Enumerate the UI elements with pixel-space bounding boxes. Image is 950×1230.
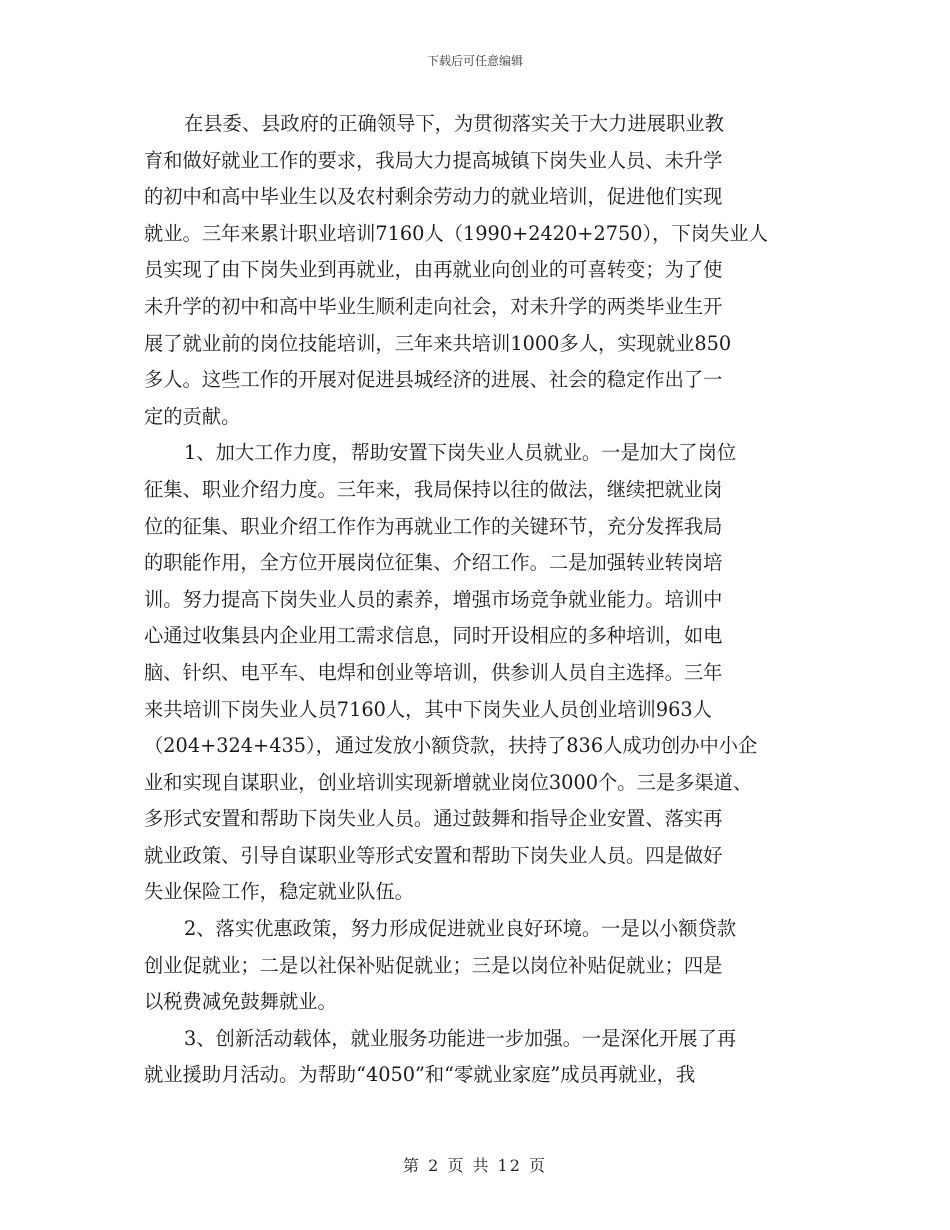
text-line: 创业促就业；二是以社保补贴促就业；三是以岗位补贴促就业；四是 bbox=[144, 953, 723, 977]
text-line: 展了就业前的岗位技能培训，三年来共培训1000多人，实现就业850 bbox=[144, 331, 732, 355]
text-line: 脑、针织、电平车、电焊和创业等培训，供参训人员自主选择。三年 bbox=[144, 660, 723, 684]
text-line: 就业援助月活动。为帮助“4050”和“零就业家庭”成员再就业，我 bbox=[144, 1063, 696, 1087]
text-line: 员实现了由下岗失业到再就业，由再就业向创业的可喜转变；为了使 bbox=[144, 258, 723, 282]
text-line: 训。努力提高下岗失业人员的素养，增强市场竞争就业能力。培训中 bbox=[144, 587, 723, 611]
text-line: 在县委、县政府的正确领导下，为贯彻落实关于大力进展职业教 bbox=[184, 112, 724, 135]
text-line: 多人。这些工作的开展对促进县城经济的进展、社会的稳定作出了一 bbox=[144, 368, 723, 392]
text-line: 业和实现自谋职业，创业培训实现新增就业岗位3000个。三是多渠道、 bbox=[144, 770, 753, 794]
text-line: 1、加大工作力度，帮助安置下岗失业人员就业。一是加大了岗位 bbox=[184, 441, 737, 465]
page-header: 下载后可任意编辑 bbox=[426, 54, 523, 68]
text-line: 多形式安置和帮助下岗失业人员。通过鼓舞和指导企业安置、落实再 bbox=[144, 807, 723, 831]
document-body bbox=[144, 106, 812, 1094]
text-line: 来共培训下岗失业人员7160人，其中下岗失业人员创业培训963人 bbox=[144, 697, 712, 721]
text-line: 心通过收集县内企业用工需求信息，同时开设相应的多种培训，如电 bbox=[144, 624, 723, 648]
text-line: 2、落实优惠政策，努力形成促进就业良好环境。一是以小额贷款 bbox=[184, 917, 737, 941]
text-line: 就业政策、引导自谋职业等形式安置和帮助下岗失业人员。四是做好 bbox=[144, 843, 723, 867]
text-line: 未升学的初中和高中毕业生顺利走向社会，对未升学的两类毕业生开 bbox=[144, 294, 723, 318]
text-line: （204+324+435），通过发放小额贷款，扶持了836人成功创办中小企 bbox=[144, 734, 758, 758]
text-line: 3、创新活动载体，就业服务功能进一步加强。一是深化开展了再 bbox=[184, 1026, 737, 1050]
text-line: 的初中和高中毕业生以及农村剩余劳动力的就业培训，促进他们实现 bbox=[144, 185, 723, 209]
text-line: 失业保险工作，稳定就业队伍。 bbox=[144, 880, 414, 904]
page-footer: 第 2 页 共 12 页 bbox=[403, 1156, 547, 1175]
text-line: 就业。三年来累计职业培训7160人（1990+2420+2750），下岗失业人 bbox=[144, 221, 768, 245]
text-line: 以税费减免鼓舞就业。 bbox=[144, 990, 337, 1014]
text-line: 定的贡献。 bbox=[144, 404, 241, 428]
text-line: 征集、职业介绍力度。三年来，我局保持以往的做法，继续把就业岗 bbox=[144, 477, 723, 501]
text-line: 位的征集、职业介绍工作作为再就业工作的关键环节，充分发挥我局 bbox=[144, 514, 723, 538]
text-line: 的职能作用，全方位开展岗位征集、介绍工作。二是加强转业转岗培 bbox=[144, 551, 723, 575]
text-line: 育和做好就业工作的要求，我局大力提高城镇下岗失业人员、未升学 bbox=[144, 148, 723, 172]
